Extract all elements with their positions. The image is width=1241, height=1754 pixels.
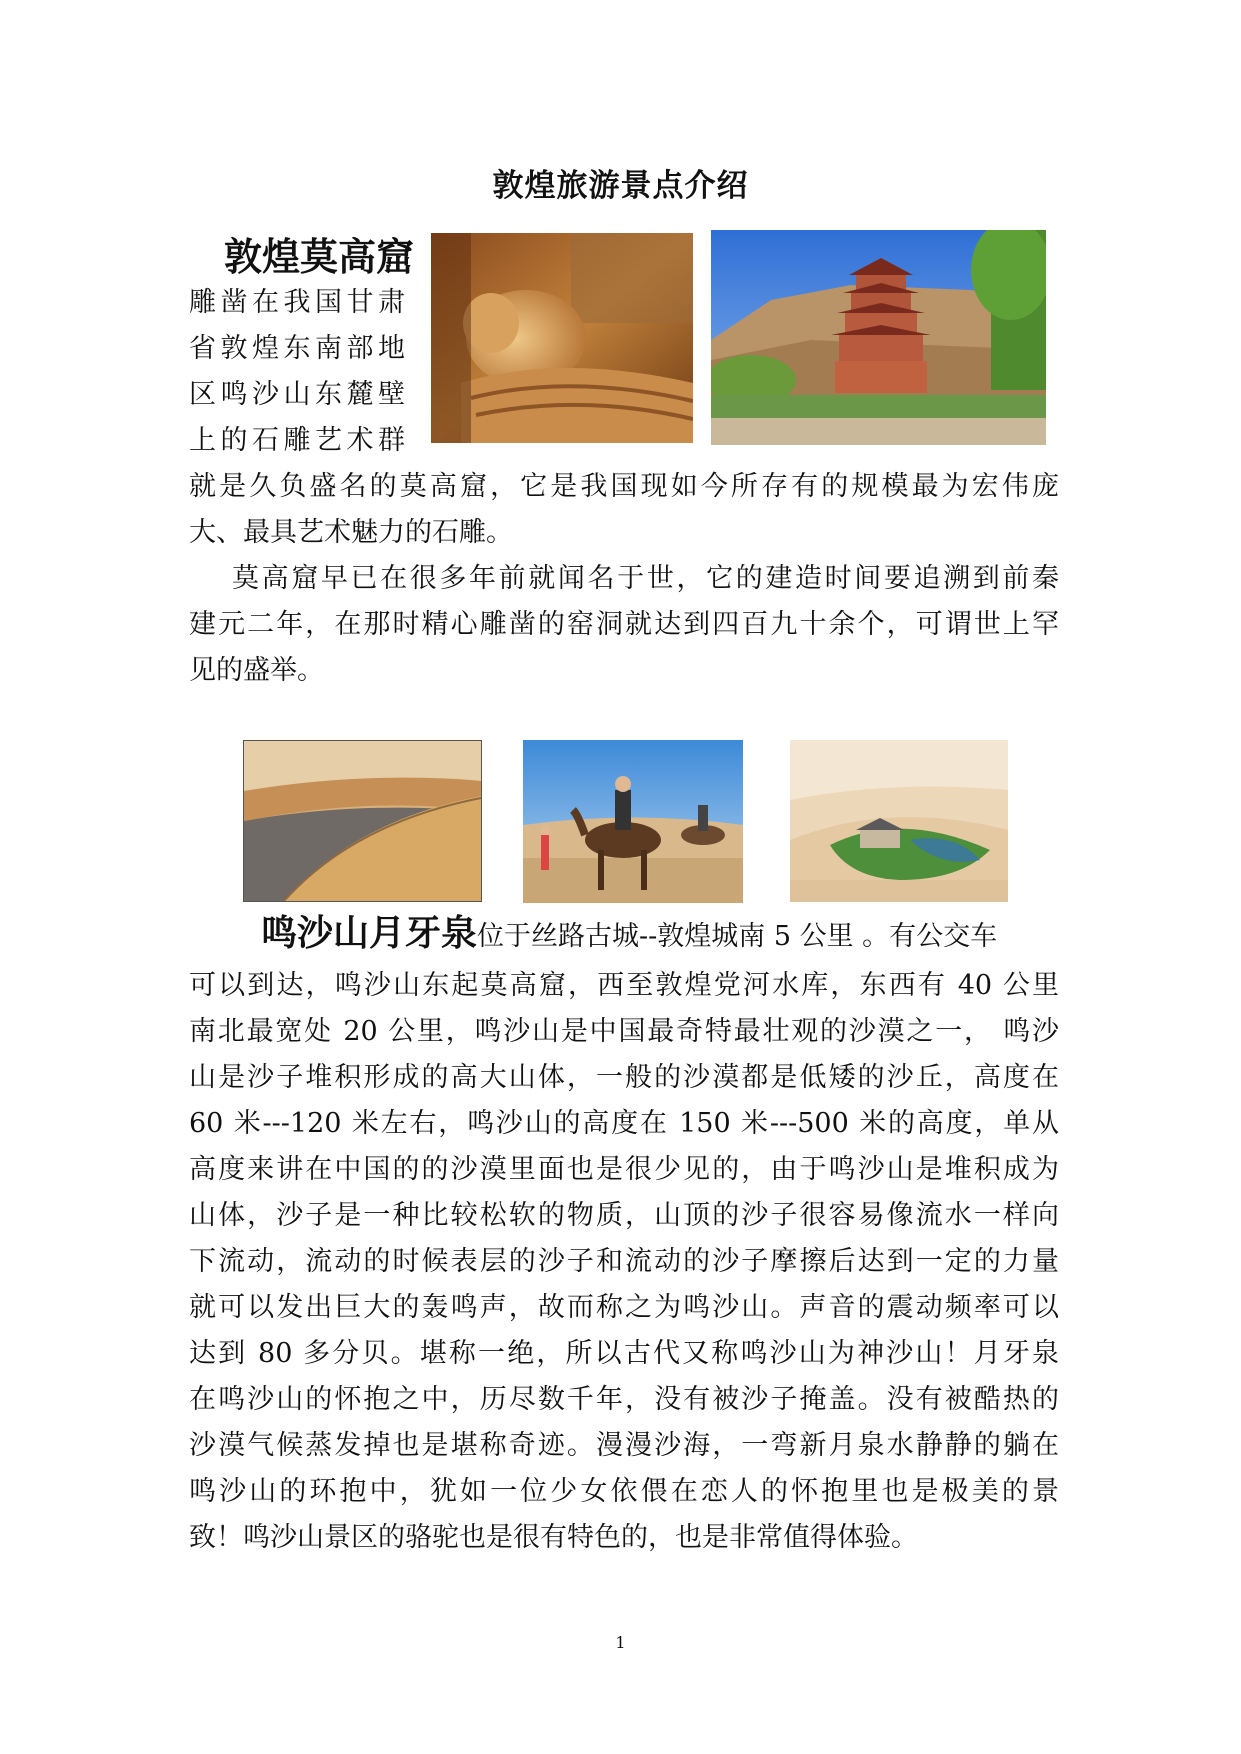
- mingsha-line: 达到 80 多分贝。堪称一绝，所以古代又称鸣沙山为神沙山！月牙泉: [189, 1338, 1059, 1369]
- mingsha-line: 就可以发出巨大的轰鸣声，故而称之为鸣沙山。声音的震动频率可以: [189, 1292, 1059, 1323]
- page-title: 敦煌旅游景点介绍: [492, 168, 749, 204]
- mingsha-first-line: [261, 911, 1059, 959]
- mingsha-line: 致！鸣沙山景区的骆驼也是很有特色的，也是非常值得体验。: [189, 1522, 918, 1553]
- mingsha-line: 60 米---120 米左右，鸣沙山的高度在 150 米---500 米的高度，单从: [189, 1108, 1059, 1139]
- page-number: 1: [615, 1633, 626, 1652]
- mingsha-line: 南北最宽处 20 公里，鸣沙山是中国最奇特最壮观的沙漠之一， 鸣沙: [189, 1016, 1059, 1047]
- crescent-spring-photo: [790, 740, 1008, 902]
- sand-dunes-photo: [243, 740, 482, 902]
- mingsha-first-line-text: 位于丝路古城--敦煌城南 5 公里 。有公交车: [477, 921, 998, 952]
- mingsha-line: 沙漠气候蒸发掉也是堪称奇迹。漫漫沙海，一弯新月泉水静静的躺在: [189, 1430, 1059, 1461]
- mogao-line: 雕凿在我国甘肃: [189, 287, 410, 318]
- mogao-para2-line: 见的盛举。: [189, 655, 324, 686]
- mogao-line: 大、最具艺术魅力的石雕。: [189, 517, 513, 548]
- reclining-buddha-photo: [431, 233, 693, 443]
- mingsha-line: 鸣沙山的环抱中，犹如一位少女依偎在恋人的怀抱里也是极美的景: [189, 1476, 1059, 1507]
- mingsha-line: 下流动，流动的时候表层的沙子和流动的沙子摩擦后达到一定的力量: [189, 1246, 1059, 1277]
- mogao-para2-line: 建元二年，在那时精心雕凿的窑洞就达到四百九十余个，可谓世上罕: [189, 609, 1059, 640]
- mingsha-heading: 鸣沙山月牙泉: [261, 912, 478, 954]
- mingsha-line: 可以到达，鸣沙山东起莫高窟，西至敦煌党河水库，东西有 40 公里: [189, 970, 1059, 1001]
- mogao-line: 省敦煌东南部地: [189, 333, 410, 364]
- mogao-pagoda-photo: [711, 230, 1046, 445]
- mogao-heading: 敦煌莫高窟: [224, 234, 415, 279]
- mogao-line: 上的石雕艺术群: [189, 425, 410, 456]
- camel-riders-photo: [523, 740, 743, 903]
- mingsha-line: 高度来讲在中国的的沙漠里面也是很少见的，由于鸣沙山是堆积成为: [189, 1154, 1059, 1185]
- mogao-line: 区鸣沙山东麓壁: [189, 379, 410, 410]
- mingsha-line: 在鸣沙山的怀抱之中，历尽数千年，没有被沙子掩盖。没有被酷热的: [189, 1384, 1059, 1415]
- mingsha-line: 山是沙子堆积形成的高大山体，一般的沙漠都是低矮的沙丘，高度在: [189, 1062, 1059, 1093]
- mingsha-line: 山体，沙子是一种比较松软的物质，山顶的沙子很容易像流水一样向: [189, 1200, 1059, 1231]
- mogao-line: 就是久负盛名的莫高窟，它是我国现如今所存有的规模最为宏伟庞: [189, 471, 1059, 502]
- mogao-para2-line: 莫高窟早已在很多年前就闻名于世，它的建造时间要追溯到前秦: [232, 563, 1059, 594]
